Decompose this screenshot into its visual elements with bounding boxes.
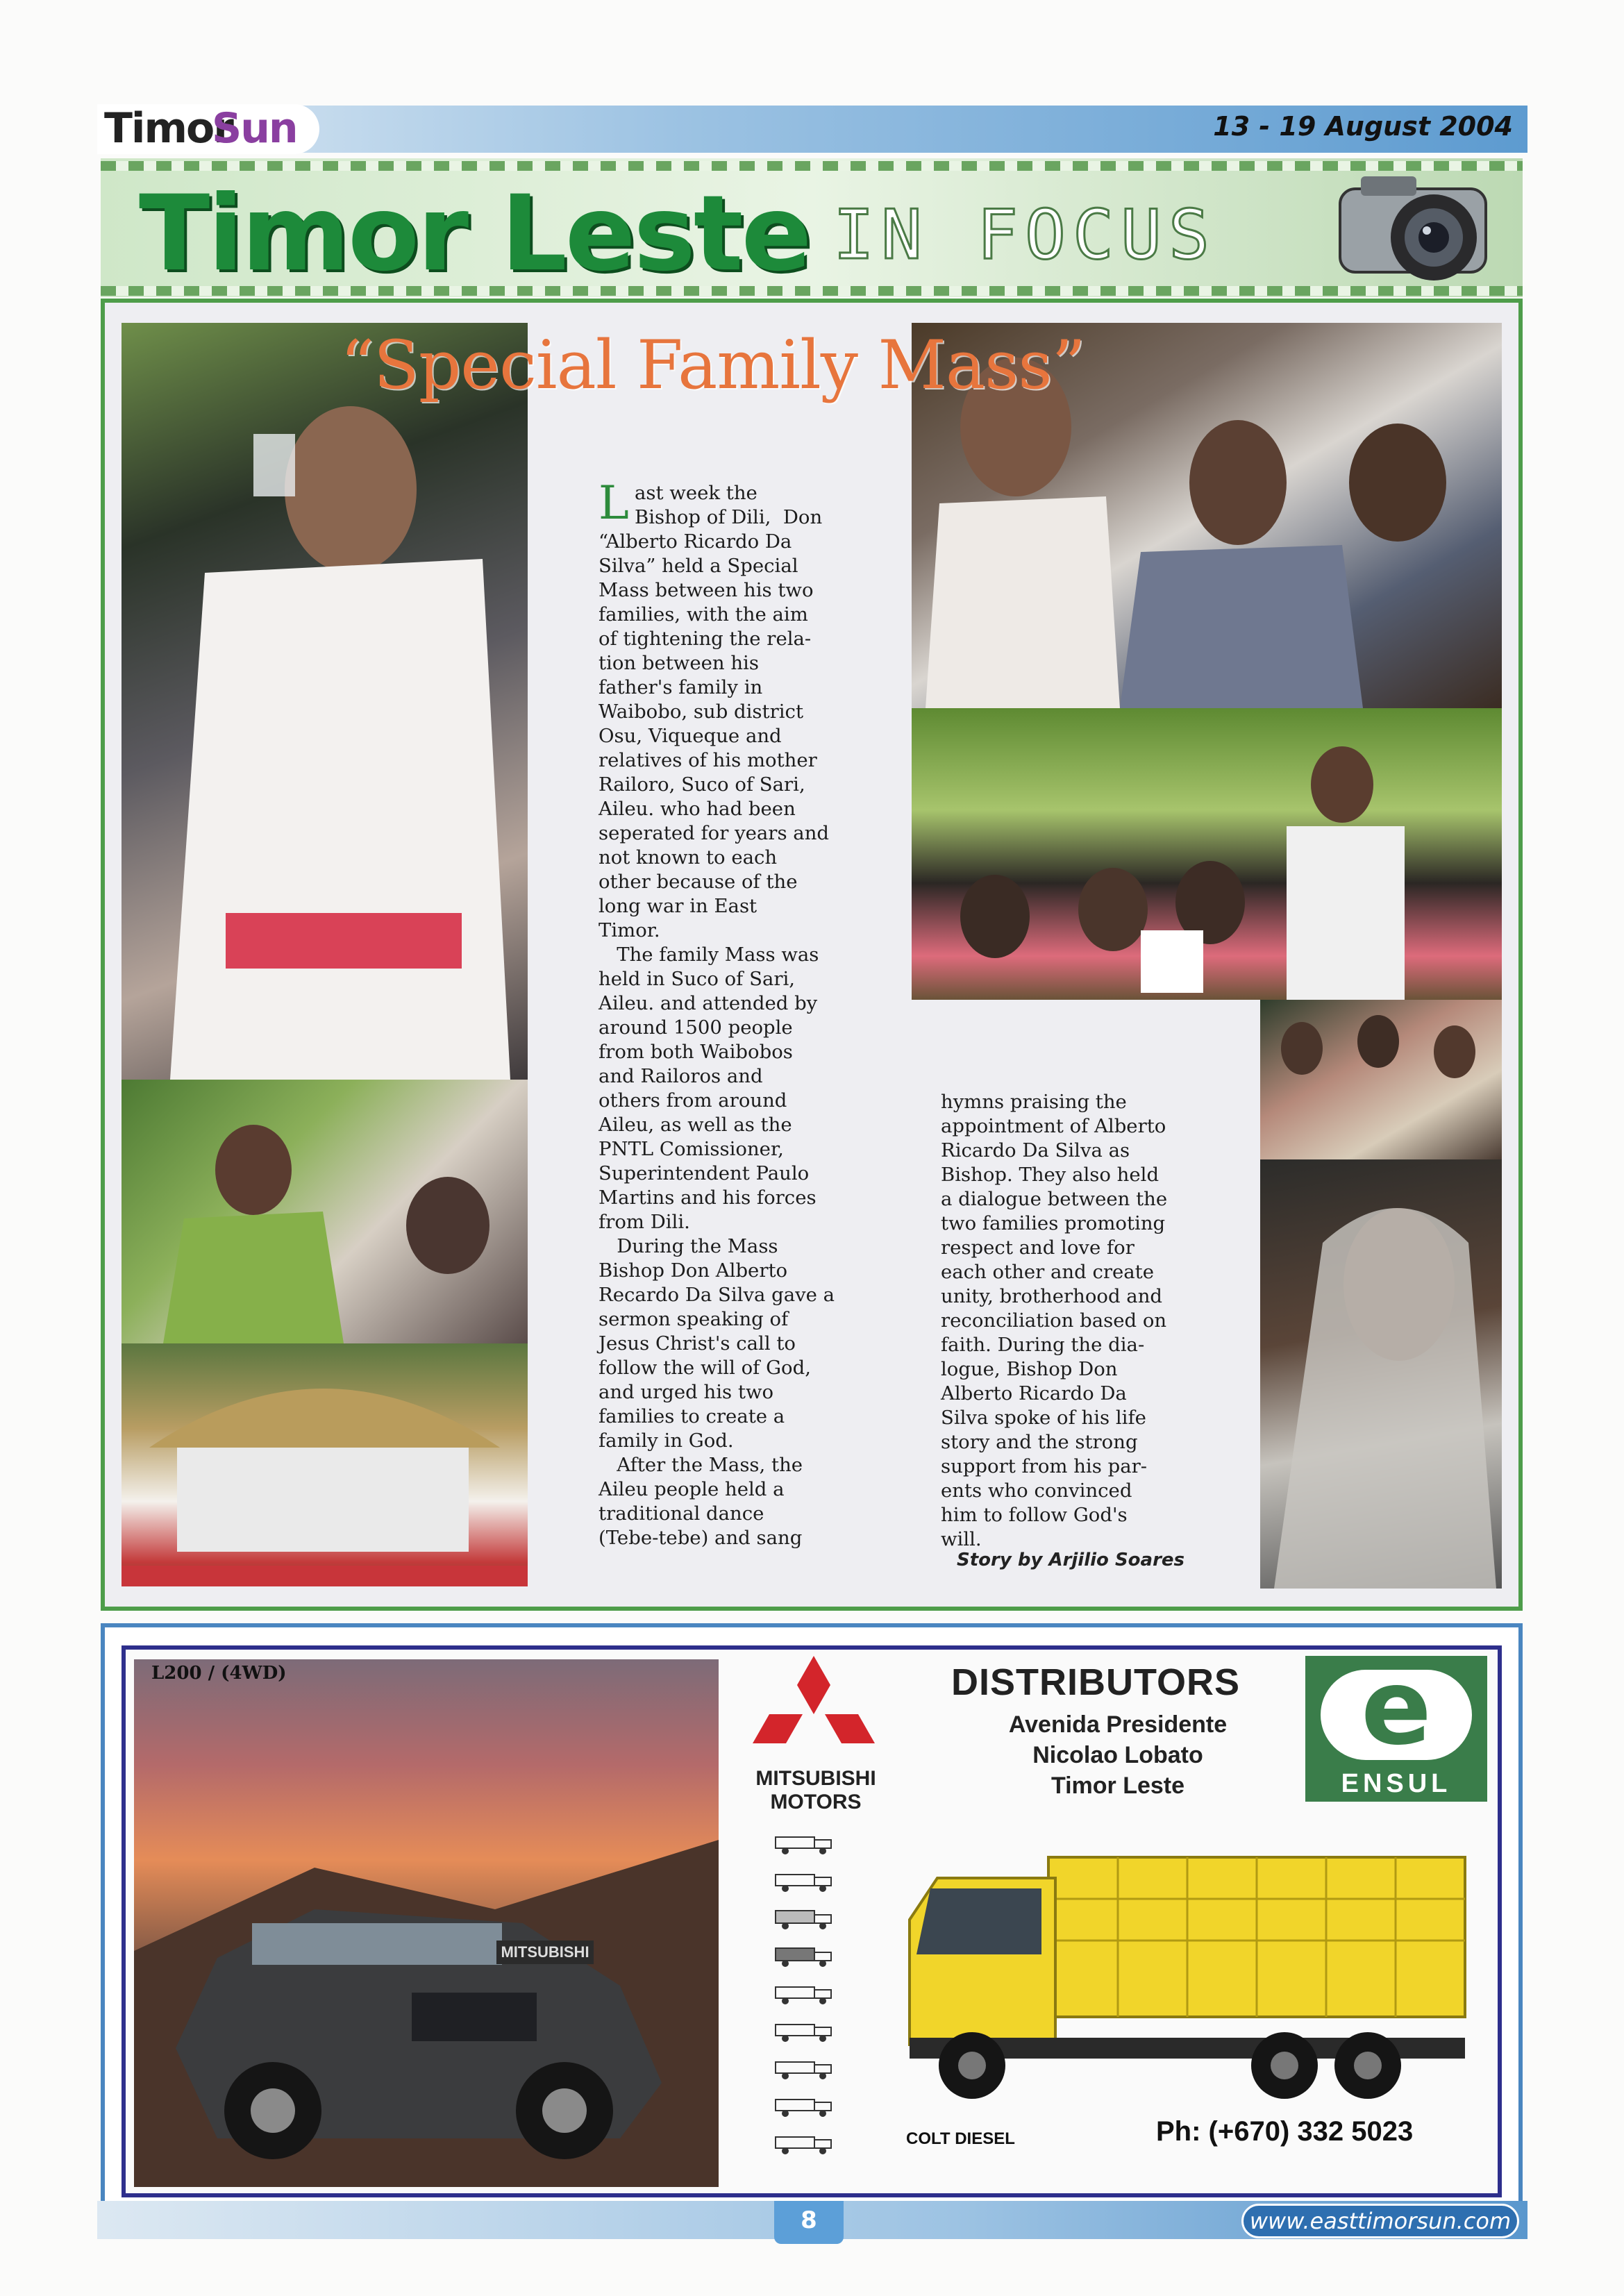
article-line: held in Suco of Sari, [598, 968, 796, 990]
article-line: Aileu. who had been [598, 798, 796, 820]
photo-bishop-toast [122, 323, 528, 1080]
article-line: Railoro, Suco of Sari, [598, 773, 805, 796]
article-headline: “Special Family Mass” [340, 326, 1085, 404]
article-line: families, with the aim [598, 603, 808, 626]
distributors-title: DISTRIBUTORS [951, 1661, 1241, 1703]
article-line: sermon speaking of [598, 1308, 789, 1330]
logo-sun: Sun [212, 104, 297, 153]
article-line: father's family in [598, 676, 763, 698]
model-tag: L200 / (4WD) [151, 1663, 287, 1684]
article-line: Silva” held a Special [598, 555, 798, 577]
article-line: PNTL Comissioner, [598, 1138, 784, 1160]
article-line: others from around [598, 1089, 787, 1112]
distributor-address: Avenida Presidente Nicolao Lobato Timor Leste [1008, 1711, 1228, 1799]
article-line: family in God. [598, 1430, 734, 1452]
drop-cap: L [598, 476, 629, 530]
article-line: other because of the [598, 871, 798, 893]
photo-communion [122, 1080, 528, 1343]
truck-silhouette-icon [774, 1870, 834, 1893]
section-subtitle: IN FOCUS [833, 196, 1217, 275]
article-column-1 [598, 476, 848, 1550]
article-line: of tightening the rela- [598, 628, 812, 650]
article-line: Bishop Don Alberto [598, 1259, 788, 1282]
logo-timor: Timor [104, 104, 233, 153]
article-line: Aileu. and attended by [598, 992, 818, 1014]
mitsubishi-diamonds-icon [750, 1656, 878, 1767]
article-line: Timor. [598, 919, 660, 941]
camera-icon [1319, 161, 1521, 300]
article-line: families to create a [598, 1405, 785, 1427]
article-line: Superintendent Paulo [598, 1162, 810, 1184]
truck-label: COLT DIESEL [906, 2129, 1015, 2148]
issue-date: 13 - 19 August 2004 [1213, 111, 1513, 142]
article-line: and Railoros and [598, 1065, 763, 1087]
truck-silhouette-icon [774, 1983, 834, 2005]
article-line: around 1500 people [598, 1016, 793, 1039]
article-line: relatives of his mother [598, 749, 817, 771]
section-title: Timor Leste [139, 174, 810, 294]
article-line: tion between his [598, 652, 759, 674]
article-line: Osu, Viqueque and [598, 725, 782, 747]
pickup-plate: MITSUBISHI [496, 1941, 594, 1964]
article-line: Aileu people held a [598, 1478, 785, 1500]
website-link[interactable]: www.easttimorsun.com [1249, 2208, 1512, 2234]
article-line: follow the will of God, [598, 1357, 811, 1379]
article-line: “Alberto Ricardo Da [598, 530, 792, 553]
article-line: Mass between his two [598, 579, 814, 601]
article-line: long war in East [598, 895, 757, 917]
photo-elderly-woman [1260, 1159, 1502, 1589]
truck-silhouette-icon [774, 1908, 834, 1930]
article-line: and urged his two [598, 1381, 774, 1403]
article-line: Aileu, as well as the [598, 1114, 792, 1136]
article-line: Bishop of Dili, Don [635, 506, 823, 528]
article-line: After the Mass, the [598, 1454, 803, 1476]
photo-thatched-altar [122, 1343, 528, 1586]
ad-pickup-photo [134, 1659, 719, 2187]
truck-silhouette-icon [774, 2058, 834, 2080]
article-line: Martins and his forces [598, 1187, 817, 1209]
article-line: not known to each [598, 846, 778, 869]
article-line: ast week the [635, 482, 757, 504]
ensul-letter: e [1361, 1648, 1432, 1768]
truck-silhouette-icon [774, 2133, 834, 2155]
article-line: from both Waibobos [598, 1041, 793, 1063]
phone-number: Ph: (+670) 332 5023 [1156, 2116, 1414, 2147]
article-line: Jesus Christ's call to [598, 1332, 796, 1355]
film-strip-top [101, 161, 1523, 171]
page-number: 8 [801, 2206, 817, 2234]
dealer-name: ENSUL [1341, 1769, 1452, 1798]
article-line: Recardo Da Silva gave a [598, 1284, 835, 1306]
photo-choir [912, 708, 1502, 1000]
truck-silhouette-icon [774, 1945, 834, 1968]
article-line: (Tebe-tebe) and sang [598, 1527, 803, 1549]
article-byline: Story by Arjilio Soares [957, 1550, 1185, 1570]
article-line: from Dili. [598, 1211, 690, 1233]
truck-range-icons [774, 1833, 844, 2170]
article-line: The family Mass was [598, 944, 819, 966]
brand-name: MITSUBISHI MOTORS [755, 1767, 876, 1813]
photo-crowd [1260, 1000, 1502, 1159]
truck-silhouette-icon [774, 1833, 834, 1855]
colt-diesel-truck-image [896, 1836, 1472, 2107]
article-line: Waibobo, sub district [598, 701, 803, 723]
article-line: traditional dance [598, 1502, 764, 1525]
truck-silhouette-icon [774, 2095, 834, 2118]
article-line: During the Mass [598, 1235, 778, 1257]
truck-silhouette-icon [774, 2020, 834, 2043]
article-line: seperated for years and [598, 822, 830, 844]
article-column-2: hymns praising the appointment of Alberto Ricardo Da Silva as Bishop. They also held a dialogue between the two families promoting respect and love for each other and create unity, brotherhood and reconciliation based on faith. During the dia- logue, Bishop Don Alberto Ricardo Da Silva spoke of his life story and the strong support from his par- ents who convinced him to follow God's will. [941, 1091, 1168, 1550]
